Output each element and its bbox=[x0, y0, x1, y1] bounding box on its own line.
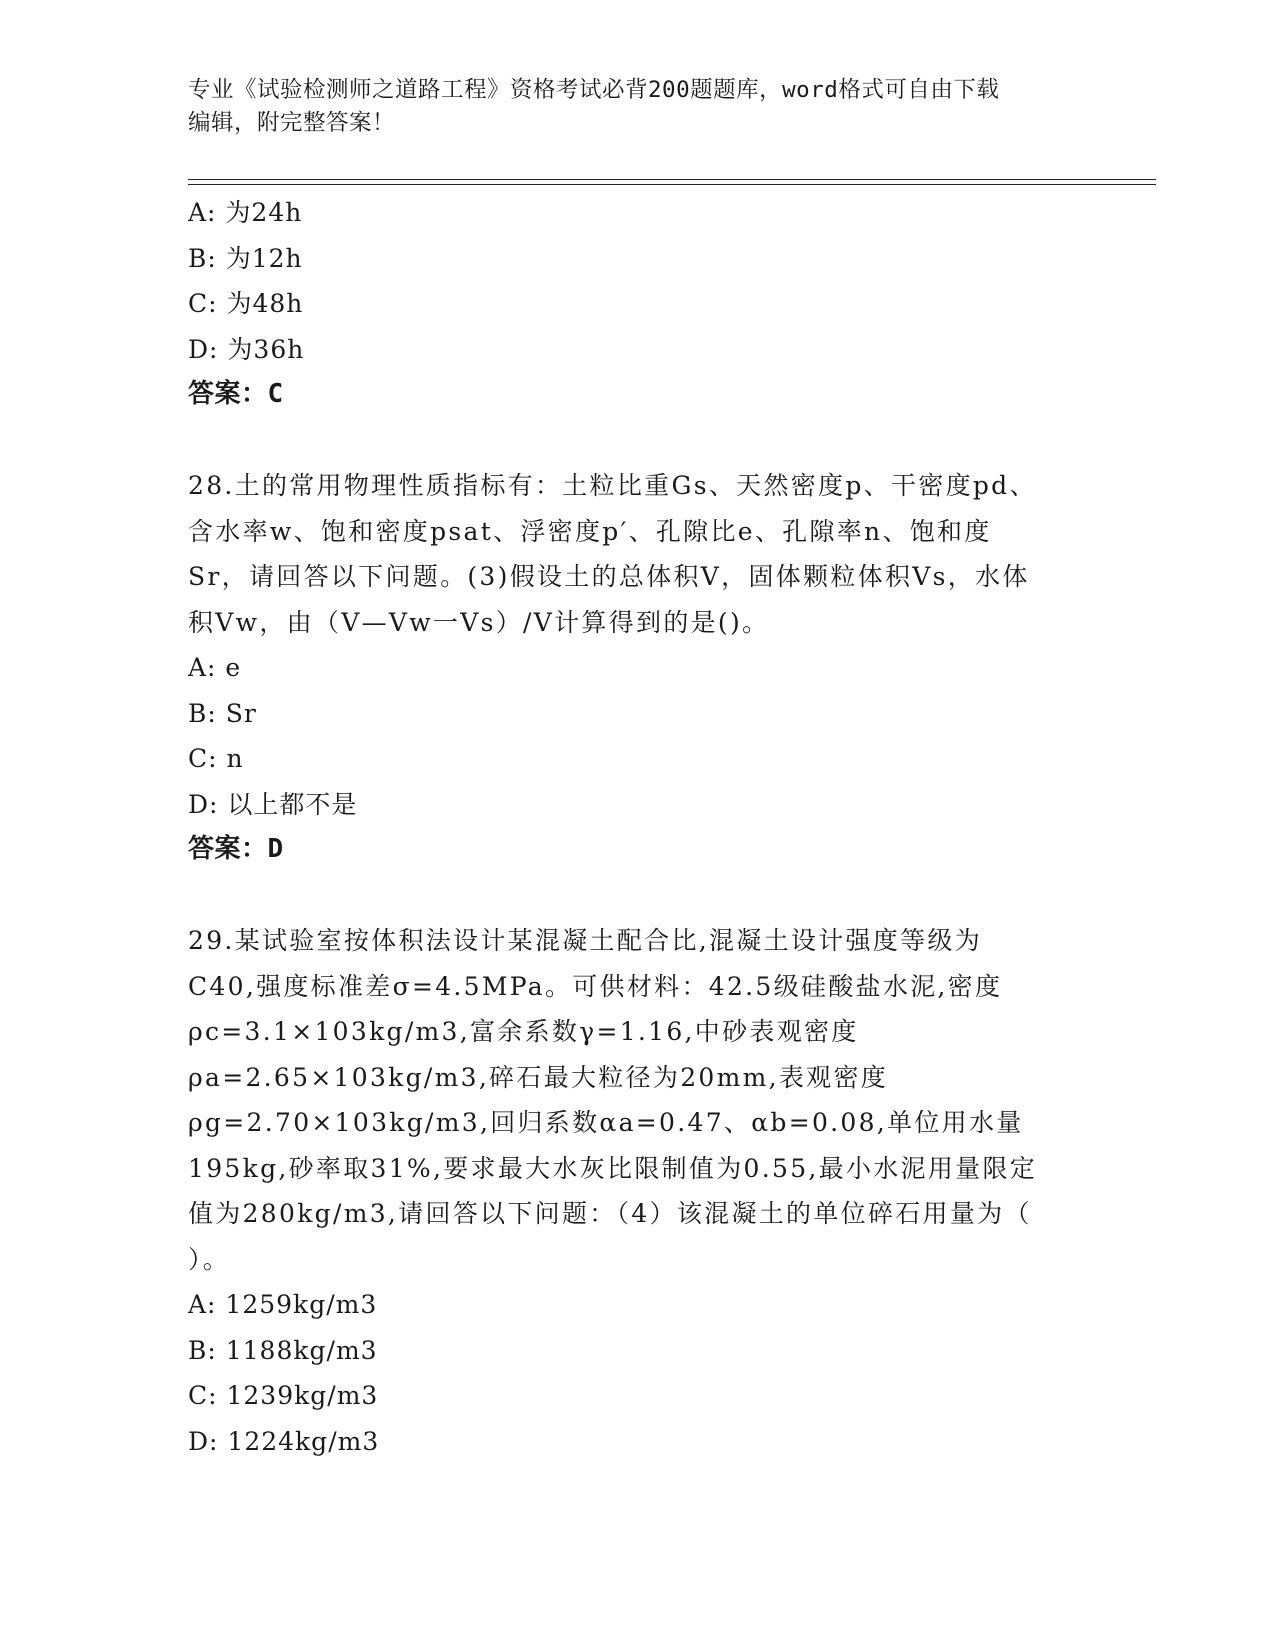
header-divider-top bbox=[188, 179, 1156, 180]
answer: 答案：C bbox=[188, 379, 284, 409]
header-title-line-2: 编辑，附完整答案！ bbox=[188, 110, 396, 136]
header-title-line-1: 专业《试验检测师之道路工程》资格考试必背200题题库，word格式可自由下载 bbox=[188, 77, 1000, 103]
option-c: C: n bbox=[188, 744, 244, 773]
option-b: B: 为12h bbox=[188, 243, 303, 273]
question-text-line: 29.某试验室按体积法设计某混凝土配合比,混凝土设计强度等级为 bbox=[188, 926, 983, 955]
question-text-line: 值为280kg/m3,请回答以下问题：（4）该混凝土的单位碎石用量为（ bbox=[188, 1199, 1032, 1228]
question-text-line: Sr，请回答以下问题。(3)假设土的总体积V，固体颗粒体积Vs，水体 bbox=[188, 562, 1030, 591]
option-a: A: e bbox=[188, 653, 242, 682]
option-c: C: 为48h bbox=[188, 289, 304, 318]
question-text-line: ρc=3.1×103kg/m3,富余系数γ=1.16,中砂表观密度 bbox=[188, 1017, 859, 1046]
question-27 bbox=[188, 190, 1088, 418]
question-text-line: C40,强度标准差σ=4.5MPa。可供材料：42.5级硅酸盐水泥,密度 bbox=[188, 971, 1003, 1001]
option-b: B: Sr bbox=[188, 698, 257, 728]
option-d: D: 为36h bbox=[188, 334, 305, 364]
question-29 bbox=[188, 918, 1088, 1464]
document-header bbox=[188, 74, 1088, 140]
answer: 答案：D bbox=[188, 834, 284, 864]
question-text-line: 195kg,砂率取31%,要求最大水灰比限制值为0.55,最小水泥用量限定 bbox=[188, 1153, 1038, 1183]
spacer bbox=[188, 418, 1088, 464]
question-text-line: ρg=2.70×103kg/m3,回归系数αa=0.47、αb=0.08,单位用水量 bbox=[188, 1108, 1024, 1137]
option-c: C: 1239kg/m3 bbox=[188, 1381, 379, 1410]
option-a: A: 1259kg/m3 bbox=[188, 1290, 378, 1319]
question-text-line: 含水率w、饱和密度psat、浮密度p′、孔隙比e、孔隙率n、饱和度 bbox=[188, 516, 992, 546]
question-text-line: ）。 bbox=[188, 1244, 231, 1274]
document-body bbox=[188, 190, 1088, 1464]
question-text-line: 积Vw，由（V—Vw一Vs）/V计算得到的是()。 bbox=[188, 607, 770, 637]
question-28 bbox=[188, 463, 1088, 873]
option-a: A: 为24h bbox=[188, 198, 303, 227]
option-d: D: 1224kg/m3 bbox=[188, 1426, 380, 1456]
option-b: B: 1188kg/m3 bbox=[188, 1335, 378, 1365]
question-text-line: ρa=2.65×103kg/m3,碎石最大粒径为20mm,表观密度 bbox=[188, 1062, 889, 1092]
spacer bbox=[188, 873, 1088, 919]
header-divider-bottom bbox=[188, 184, 1156, 185]
question-text-line: 28.土的常用物理性质指标有：土粒比重Gs、天然密度p、干密度pd、 bbox=[188, 471, 1037, 500]
option-d: D: 以上都不是 bbox=[188, 789, 358, 819]
